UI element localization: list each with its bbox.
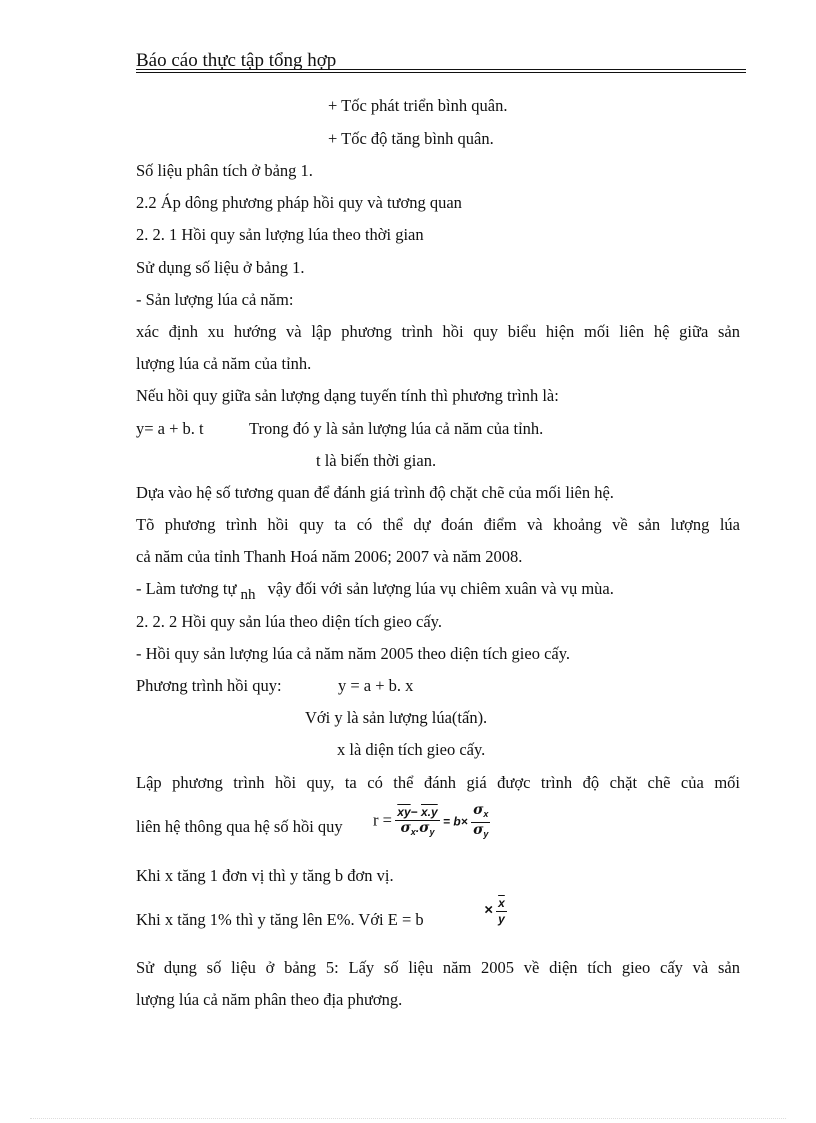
formula-fraction <box>395 805 439 840</box>
equation-line: y= a + b. t <box>136 419 204 438</box>
subscript: y <box>429 827 435 837</box>
subscript: x <box>410 827 416 837</box>
text-line: Tõ phương trình hồi quy ta có thể dự đoán điểm và khoảng về sản lượng lúa <box>136 515 740 534</box>
header-rule-double <box>136 72 746 73</box>
text-line: Khi x tăng 1% thì y tăng lên E%. Với E = b <box>136 910 424 929</box>
mean-x: $\overline{x}$ <box>498 896 505 910</box>
mean-xy: $\overline{xy}$ <box>397 805 411 819</box>
text-fragment: - Làm tương tự <box>136 579 237 598</box>
text-line: Khi x tăng 1 đơn vị thì y tăng b đơn vị. <box>136 866 394 885</box>
text-line: + Tốc độ tăng bình quân. <box>328 129 494 148</box>
text-line: Phương trình hồi quy: <box>136 676 282 695</box>
fraction-denominator <box>471 823 490 842</box>
text-line: liên hệ thông qua hệ số hồi quy <box>136 817 343 836</box>
text-line: Dựa vào hệ số tương quan để đánh giá trình độ chặt chẽ của mối liên hệ. <box>136 483 614 502</box>
text-line: t là biến thời gian. <box>316 451 437 470</box>
text-line: Trong đó y là sản lượng lúa cả năm của tỉnh. <box>249 419 544 438</box>
elasticity-fraction <box>496 896 507 927</box>
equation-line: y = a + b. x <box>338 676 414 695</box>
formula-lhs: r = <box>373 810 392 830</box>
text-line: Lập phương trình hồi quy, ta có thể đánh giá được trình độ chặt chẽ của mối <box>136 773 740 792</box>
mean-x-mean-y: x.y <box>421 805 438 819</box>
text-line: Sử dụng số liệu ở bảng 5: Lấy số liệu năm 2005 về diện tích gieo cấy và sản <box>136 958 740 977</box>
text-line: lượng lúa cả năm phân theo địa phương. <box>136 990 403 1009</box>
sigma-symbol: σ <box>473 822 484 838</box>
subsection-heading: 2. 2. 2 Hồi quy sản lúa theo diện tích gieo cấy. <box>136 612 442 631</box>
subsection-heading: 2. 2. 1 Hồi quy sản lượng lúa theo thời gian <box>136 225 424 244</box>
equals-b-times: = b× <box>443 814 468 829</box>
mean-y: y <box>498 912 505 926</box>
sigma-symbol: σ <box>400 820 411 836</box>
fraction-denominator <box>496 912 507 927</box>
header-rule <box>136 69 746 70</box>
sigma-ratio <box>471 803 490 842</box>
fraction-numerator <box>395 805 439 821</box>
subscript: x <box>483 809 489 819</box>
text-line: - Hồi quy sản lượng lúa cả năm năm 2005 theo diện tích gieo cấy. <box>136 644 571 663</box>
minus-sign: − <box>410 805 418 819</box>
text-fragment: nh <box>240 587 256 603</box>
text-line: Với y là sản lượng lúa(tấn). <box>305 708 488 727</box>
sigma-symbol: σ <box>473 802 484 818</box>
text-fragment: vậy đối với sản lượng lúa vụ chiêm xuân và vụ mùa. <box>267 579 614 598</box>
section-heading: 2.2 Áp dông phương pháp hồi quy và tương quan <box>136 193 462 212</box>
text-line: Số liệu phân tích ở bảng 1. <box>136 161 313 180</box>
page-header-title: Báo cáo thực tập tổng hợp <box>136 50 337 71</box>
text-line: cả năm của tỉnh Thanh Hoá năm 2006; 2007 và năm 2008. <box>136 547 523 566</box>
fraction-denominator <box>395 821 439 840</box>
elasticity-formula <box>484 896 507 927</box>
text-line: xác định xu hướng và lập phương trình hồi quy biểu hiện mối liên hệ giữa sản <box>136 322 740 341</box>
subscript: y <box>483 829 489 839</box>
times-sign: × <box>484 901 493 919</box>
text-line: + Tốc phát triển bình quân. <box>328 96 508 115</box>
text-line <box>136 579 614 603</box>
fraction-numerator <box>471 803 490 823</box>
text-line: lượng lúa cả năm của tỉnh. <box>136 354 312 373</box>
text-line: x là diện tích gieo cấy. <box>337 740 486 759</box>
correlation-formula <box>373 803 490 842</box>
fraction-numerator <box>496 896 507 912</box>
text-line: - Sản lượng lúa cả năm: <box>136 290 294 309</box>
text-line: Sử dụng số liệu ở bảng 1. <box>136 258 305 277</box>
sigma-symbol: σ <box>419 820 430 836</box>
page-bottom-rule <box>30 1118 786 1119</box>
text-line: Nếu hồi quy giữa sản lượng dạng tuyến tính thì phương trình là: <box>136 386 559 405</box>
dot: . <box>415 821 420 835</box>
